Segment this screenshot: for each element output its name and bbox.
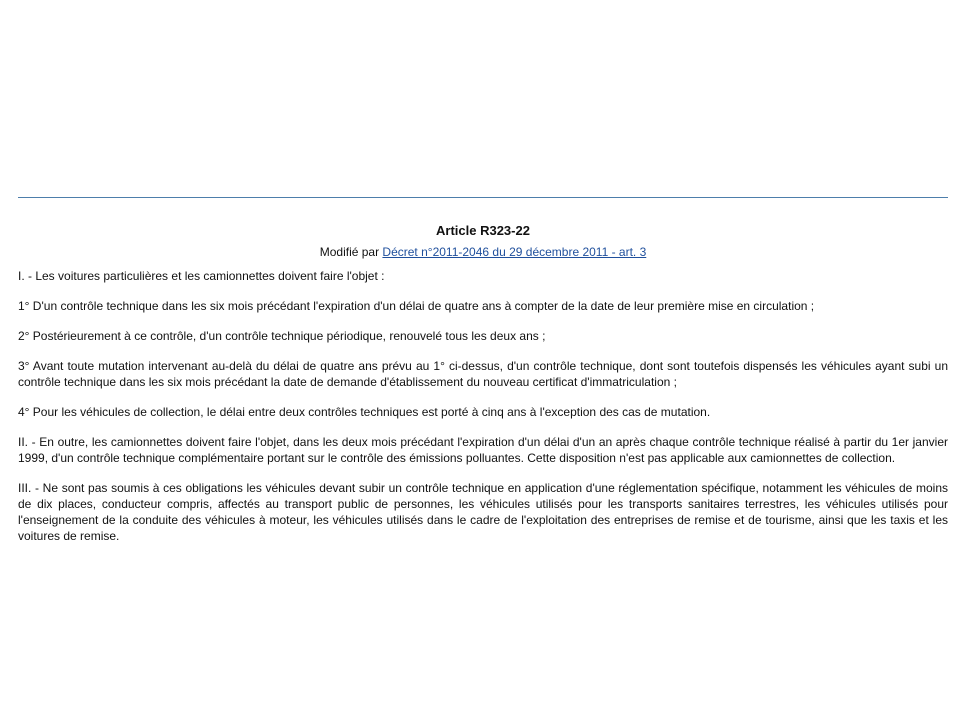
paragraph-section-3: III. - Ne sont pas soumis à ces obligations les véhicules devant subir un contrôle technique en application d'une réglementation spécifique, notamment les véhicules de moins de dix places, conducteur compris, affectés au transport public de personnes, les véhicules utilisés pour les transports sanitaires terrestres, les véhicules utilisés pour l'enseignement de la conduite des véhicules à moteur, les véhicules utilisés dans le cadre de l'exploitation des entreprises de remise et de tourisme, ainsi que les taxis et les voitures de remise. [18,481,948,543]
paragraph-item-4: 4° Pour les véhicules de collection, le délai entre deux contrôles techniques est porté à cinq ans à l'exception des cas de mutation. [18,405,711,419]
paragraph-section-2: II. - En outre, les camionnettes doivent faire l'objet, dans les deux mois précédant l'expiration d'un délai d'un an après chaque contrôle technique réalisé à partir du 1er janvier 1999, d'un contrôle technique complémentaire portant sur le contrôle des émissions polluantes. Cette disposition n'est pas applicable aux camionnettes de collection. [18,435,948,465]
decree-link[interactable]: Décret n°2011-2046 du 29 décembre 2011 - art. 3 [382,245,647,259]
modified-prefix: Modifié par [319,245,383,259]
article-container [18,222,948,558]
horizontal-divider [18,197,948,198]
paragraph-item-2: 2° Postérieurement à ce contrôle, d'un contrôle technique périodique, renouvelé tous les deux ans ; [18,329,546,343]
paragraph-item-3: 3° Avant toute mutation intervenant au-delà du délai de quatre ans prévu au 1° ci-dessus, d'un contrôle technique, dont sont toutefois dispensés les véhicules ayant subi un contrôle technique dans les six mois précédant la date de demande d'établissement du nouveau certificat d'immatriculation ; [18,359,948,389]
paragraph-intro: I. - Les voitures particulières et les camionnettes doivent faire l'objet : [18,269,385,283]
article-title: Article R323-22 [436,223,530,238]
paragraph-item-1: 1° D'un contrôle technique dans les six mois précédant l'expiration d'un délai de quatre ans à compter de la date de leur première mise en circulation ; [18,299,815,313]
modification-line [18,244,948,260]
